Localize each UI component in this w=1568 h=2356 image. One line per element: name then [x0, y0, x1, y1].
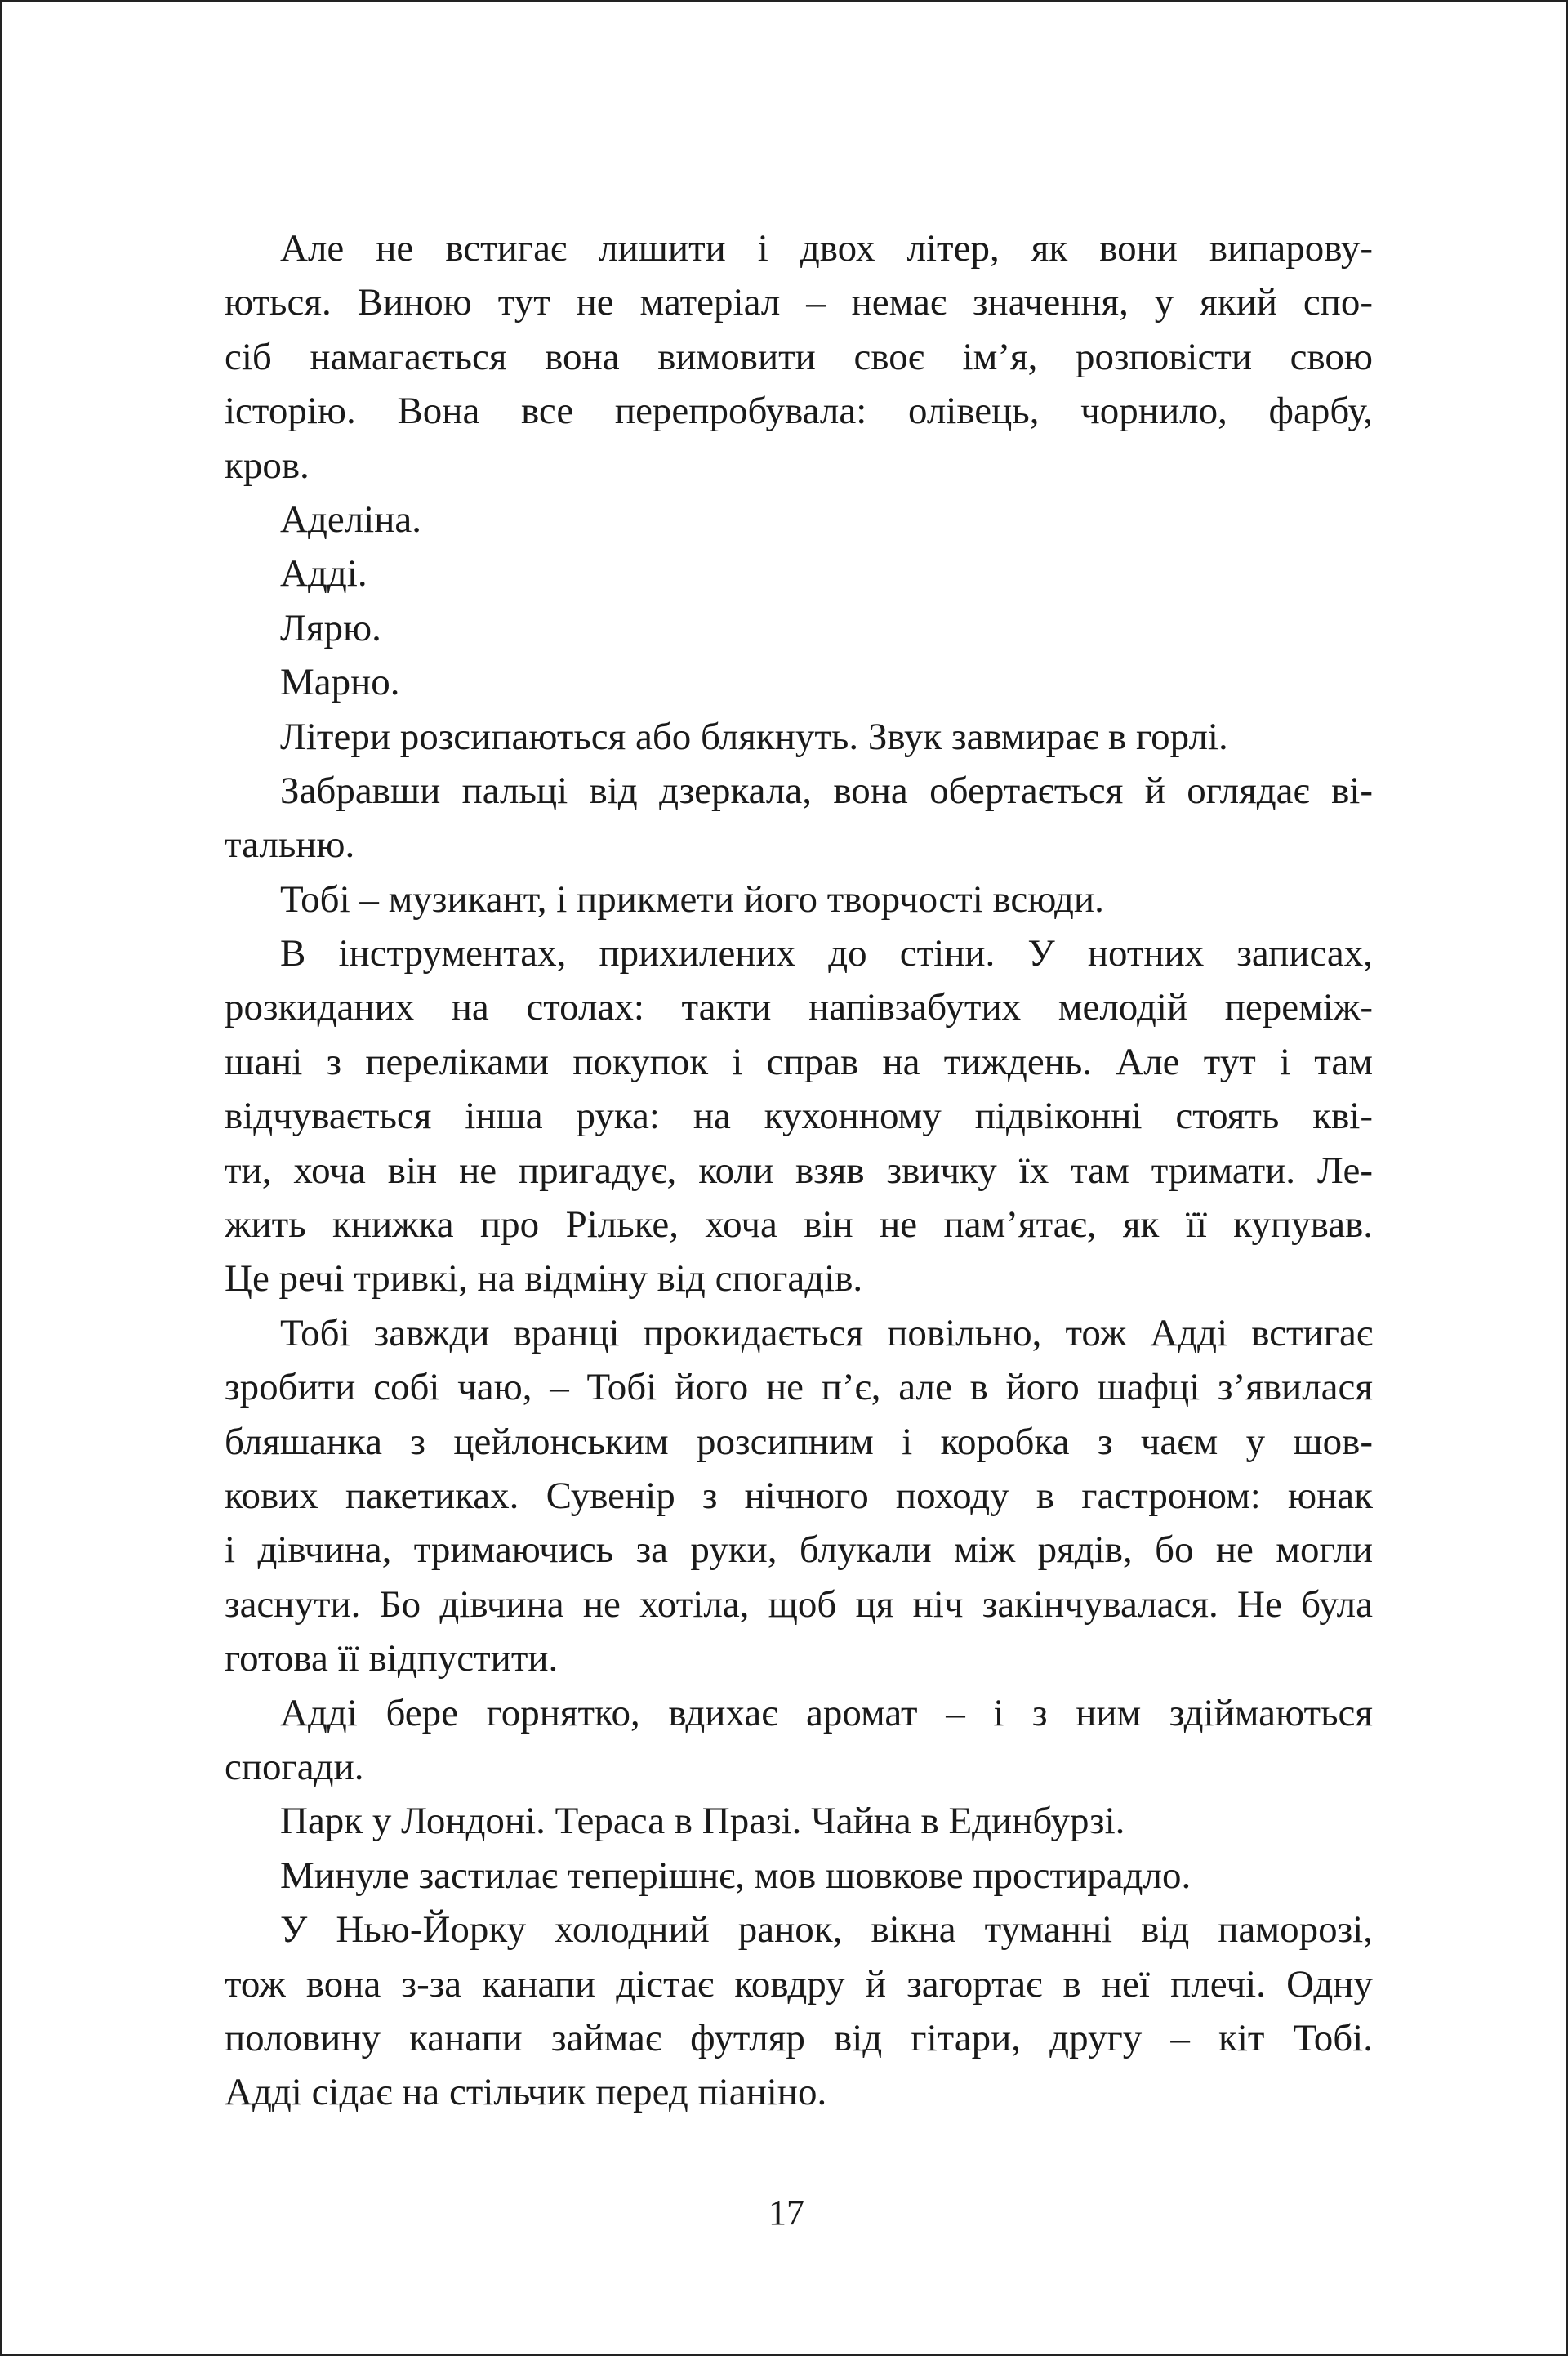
- text-line: Літери розсипаються або блякнуть. Звук завмирає в горлі.: [280, 715, 1228, 758]
- paragraph: [225, 872, 1373, 926]
- text-line: бляшанка з цейлонським розсипним і коробка з чаєм у шов-: [225, 1420, 1373, 1463]
- text-line: Парк у Лондоні. Тераса в Празі. Чайна в Единбурзі.: [280, 1800, 1125, 1843]
- text-line: сіб намагається вона вимовити своє ім’я, розповісти свою: [225, 335, 1373, 378]
- text-line: кров.: [225, 444, 310, 487]
- paragraph: [225, 601, 1373, 655]
- paragraph: [225, 1306, 1373, 1686]
- text-line: шані з переліками покупок і справ на тиждень. Але тут і там: [225, 1040, 1373, 1083]
- text-line: і дівчина, тримаючись за руки, блукали між рядів, бо не могли: [225, 1528, 1373, 1572]
- text-line: Лярю.: [280, 606, 381, 649]
- paragraph: [225, 926, 1373, 1306]
- text-line: Марно.: [280, 661, 400, 704]
- paragraph: [225, 1849, 1373, 1903]
- text-line: історію. Вона все перепробувала: олівець, чорнило, фарбу,: [225, 390, 1373, 433]
- page-number: 17: [768, 2193, 804, 2233]
- text-line: Тобі завжди вранці прокидається повільно, тож Адді встигає: [280, 1311, 1373, 1354]
- paragraph: [225, 1794, 1373, 1848]
- paragraph: [225, 655, 1373, 709]
- text-line: Адді.: [280, 552, 368, 596]
- text-line: тож вона з-за канапи дістає ковдру й загортає в неї плечі. Одну: [225, 1962, 1373, 2006]
- text-line: Аделіна.: [280, 498, 421, 541]
- text-line: тальню.: [225, 823, 355, 867]
- text-line: Адді сідає на стільчик перед піаніно.: [225, 2071, 827, 2114]
- paragraph: [225, 1686, 1373, 1795]
- text-line: готова її відпустити.: [225, 1637, 559, 1680]
- text-line: Минуле застилає теперішнє, мов шовкове простирадло.: [280, 1854, 1192, 1897]
- text-line: кових пакетиках. Сувенір з нічного походу в гастроном: юнак: [225, 1474, 1373, 1517]
- text-line: жить книжка про Рільке, хоча він не пам’ятає, як її купував.: [225, 1203, 1373, 1247]
- text-line: зробити собі чаю, – Тобі його не п’є, але в його шафці з’явилася: [225, 1366, 1373, 1409]
- body-text: [225, 221, 1373, 2120]
- text-line: заснути. Бо дівчина не хотіла, щоб ця ніч закінчувалася. Не була: [225, 1582, 1373, 1626]
- paragraph: [225, 493, 1373, 547]
- text-line: відчувається інша рука: на кухонному підвіконні стоять кві-: [225, 1095, 1373, 1138]
- paragraph: [225, 1903, 1373, 2120]
- paragraph: [225, 764, 1373, 872]
- text-line: ти, хоча він не пригадує, коли взяв звичку їх там тримати. Ле-: [225, 1149, 1373, 1192]
- text-line: розкиданих на столах: такти напівзабутих мелодій переміж-: [225, 986, 1373, 1029]
- text-line: У Нью-Йорку холодний ранок, вікна туманні від паморозі,: [280, 1908, 1373, 1952]
- paragraph: [225, 221, 1373, 493]
- text-line: спогади.: [225, 1745, 364, 1788]
- text-line: Адді бере горнятко, вдихає аромат – і з ним здіймаються: [280, 1691, 1373, 1734]
- text-line: Це речі тривкі, на відміну від спогадів.: [225, 1257, 863, 1301]
- text-line: В інструментах, прихилених до стіни. У нотних записах,: [280, 932, 1373, 975]
- paragraph: [225, 710, 1373, 764]
- text-line: ються. Виною тут не матеріал – немає значення, у який спо-: [225, 281, 1373, 324]
- text-line: Тобі – музикант, і прикмети його творчості всюди.: [280, 877, 1104, 921]
- paragraph: [225, 547, 1373, 600]
- text-line: Але не встигає лишити і двох літер, як вони випарову-: [280, 227, 1373, 270]
- text-line: Забравши пальці від дзеркала, вона обертається й оглядає ві-: [280, 769, 1373, 812]
- text-line: половину канапи займає футляр від гітари, другу – кіт Тобі.: [225, 2016, 1373, 2059]
